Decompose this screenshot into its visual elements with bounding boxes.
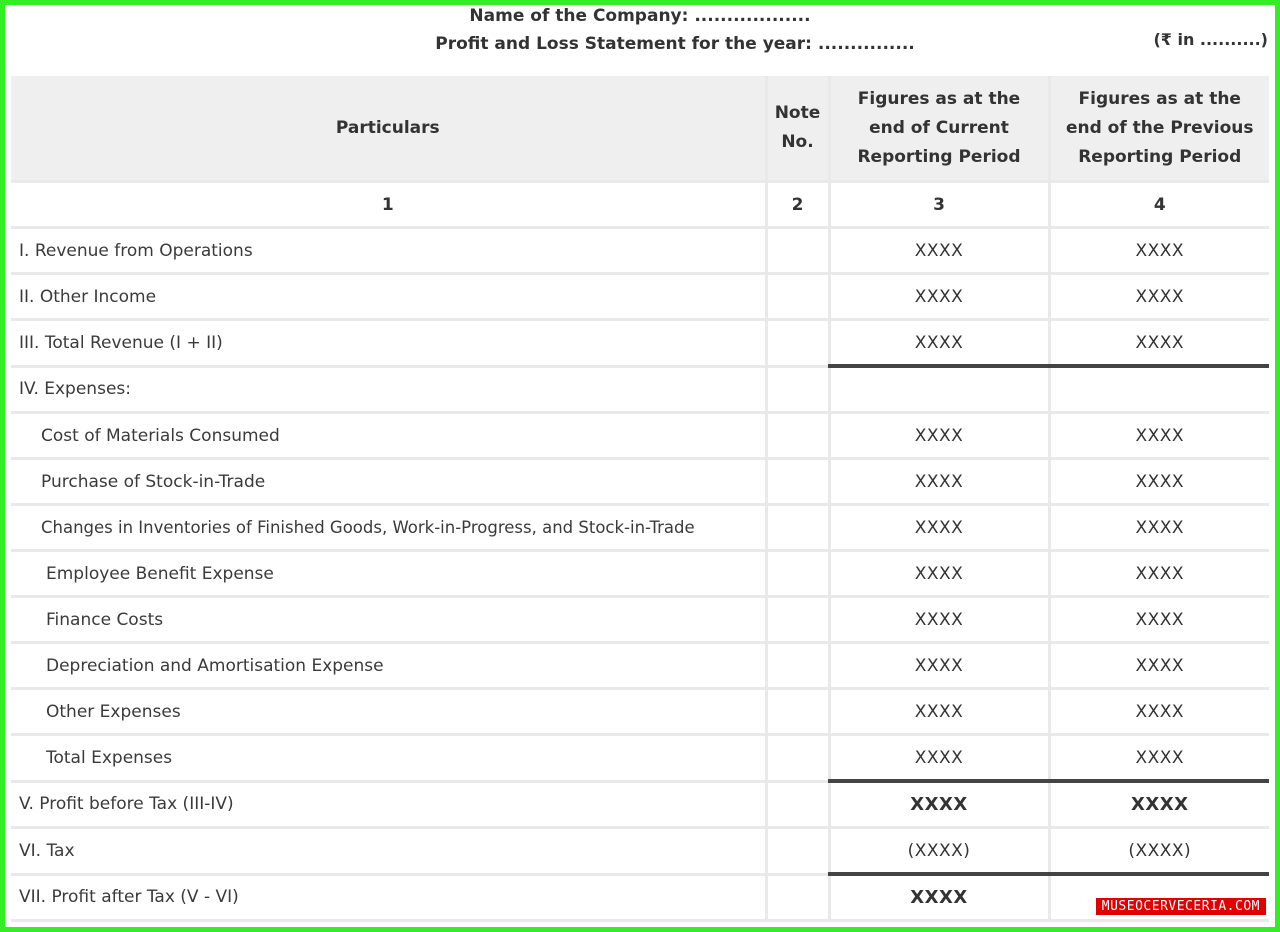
current-value: XXXX	[829, 689, 1049, 735]
row-label: IV. Expenses:	[11, 366, 766, 413]
row-label: Purchase of Stock-in-Trade	[11, 459, 766, 505]
current-value: XXXX	[829, 551, 1049, 597]
previous-value: XXXX	[1049, 505, 1269, 551]
previous-value: XXXX	[1049, 781, 1269, 828]
column-header-particulars: Particulars	[11, 76, 766, 182]
table-row	[11, 366, 1269, 413]
row-label: Changes in Inventories of Finished Goods, Work-in-Progress, and Stock-in-Trade	[11, 505, 766, 551]
table-row	[11, 828, 1269, 875]
note-cell	[766, 597, 829, 643]
table-row	[11, 874, 1269, 921]
current-value: XXXX	[829, 735, 1049, 782]
table-row	[11, 274, 1269, 320]
company-name: Name of the Company: ..................	[469, 6, 811, 26]
row-label: Cost of Materials Consumed	[11, 413, 766, 459]
note-cell	[766, 781, 829, 828]
current-value: XXXX	[829, 505, 1049, 551]
table-row	[11, 551, 1269, 597]
table-row	[11, 735, 1269, 782]
row-label: Other Expenses	[11, 689, 766, 735]
table-row	[11, 689, 1269, 735]
table-row	[11, 643, 1269, 689]
previous-value: (XXXX)	[1049, 828, 1269, 875]
currency-unit: (₹ in ..........)	[1153, 30, 1268, 49]
table-row	[11, 459, 1269, 505]
current-value: (XXXX)	[829, 828, 1049, 875]
previous-value: XXXX	[1049, 643, 1269, 689]
note-cell	[766, 228, 829, 274]
table-row	[11, 597, 1269, 643]
column-number: 4	[1049, 182, 1269, 228]
table-row	[11, 413, 1269, 459]
previous-value: XXXX	[1049, 689, 1269, 735]
table-header-row	[11, 76, 1269, 182]
note-cell	[766, 828, 829, 875]
current-value: XXXX	[829, 643, 1049, 689]
current-value: XXXX	[829, 228, 1049, 274]
row-label: VI. Tax	[11, 828, 766, 875]
table-row	[11, 505, 1269, 551]
row-label: Employee Benefit Expense	[11, 551, 766, 597]
row-label: VII. Profit after Tax (V - VI)	[11, 874, 766, 921]
note-cell	[766, 735, 829, 782]
current-value: XXXX	[829, 781, 1049, 828]
column-number: 2	[766, 182, 829, 228]
current-value	[829, 366, 1049, 413]
note-cell	[766, 551, 829, 597]
note-cell	[766, 274, 829, 320]
previous-value: XXXX	[1049, 551, 1269, 597]
previous-value: XXXX	[1049, 597, 1269, 643]
table-row	[11, 320, 1269, 367]
table-row	[11, 228, 1269, 274]
column-header-current-period: Figures as at the end of Current Reporting Period	[829, 76, 1049, 182]
column-number: 3	[829, 182, 1049, 228]
previous-value: XXXX	[1049, 228, 1269, 274]
current-value: XXXX	[829, 413, 1049, 459]
row-label: Total Expenses	[11, 735, 766, 782]
table-row	[11, 781, 1269, 828]
previous-value: XXXX	[1049, 320, 1269, 367]
previous-value: XXXX	[1049, 735, 1269, 782]
watermark-label: MUSEOCERVECERIA.COM	[1096, 898, 1266, 915]
current-value: XXXX	[829, 274, 1049, 320]
row-label: III. Total Revenue (I + II)	[11, 320, 766, 367]
note-cell	[766, 643, 829, 689]
statement-title: Profit and Loss Statement for the year: ...............	[435, 34, 915, 54]
note-cell	[766, 459, 829, 505]
current-value: XXXX	[829, 597, 1049, 643]
row-label: V. Profit before Tax (III-IV)	[11, 781, 766, 828]
current-value: XXXX	[829, 320, 1049, 367]
note-cell	[766, 413, 829, 459]
row-label: Depreciation and Amortisation Expense	[11, 643, 766, 689]
previous-value	[1049, 366, 1269, 413]
current-value: XXXX	[829, 874, 1049, 921]
row-label: II. Other Income	[11, 274, 766, 320]
previous-value: XXXX	[1049, 459, 1269, 505]
note-cell	[766, 689, 829, 735]
previous-value: XXXX	[1049, 274, 1269, 320]
column-number-row	[11, 182, 1269, 228]
note-cell	[766, 505, 829, 551]
current-value: XXXX	[829, 459, 1049, 505]
column-header-note-no: Note No.	[766, 76, 829, 182]
previous-value: XXXX	[1049, 413, 1269, 459]
profit-loss-table	[11, 76, 1269, 922]
column-number: 1	[11, 182, 766, 228]
note-cell	[766, 320, 829, 367]
row-label: I. Revenue from Operations	[11, 228, 766, 274]
note-cell	[766, 874, 829, 921]
column-header-previous-period: Figures as at the end of the Previous Reporting Period	[1049, 76, 1269, 182]
row-label: Finance Costs	[11, 597, 766, 643]
note-cell	[766, 366, 829, 413]
